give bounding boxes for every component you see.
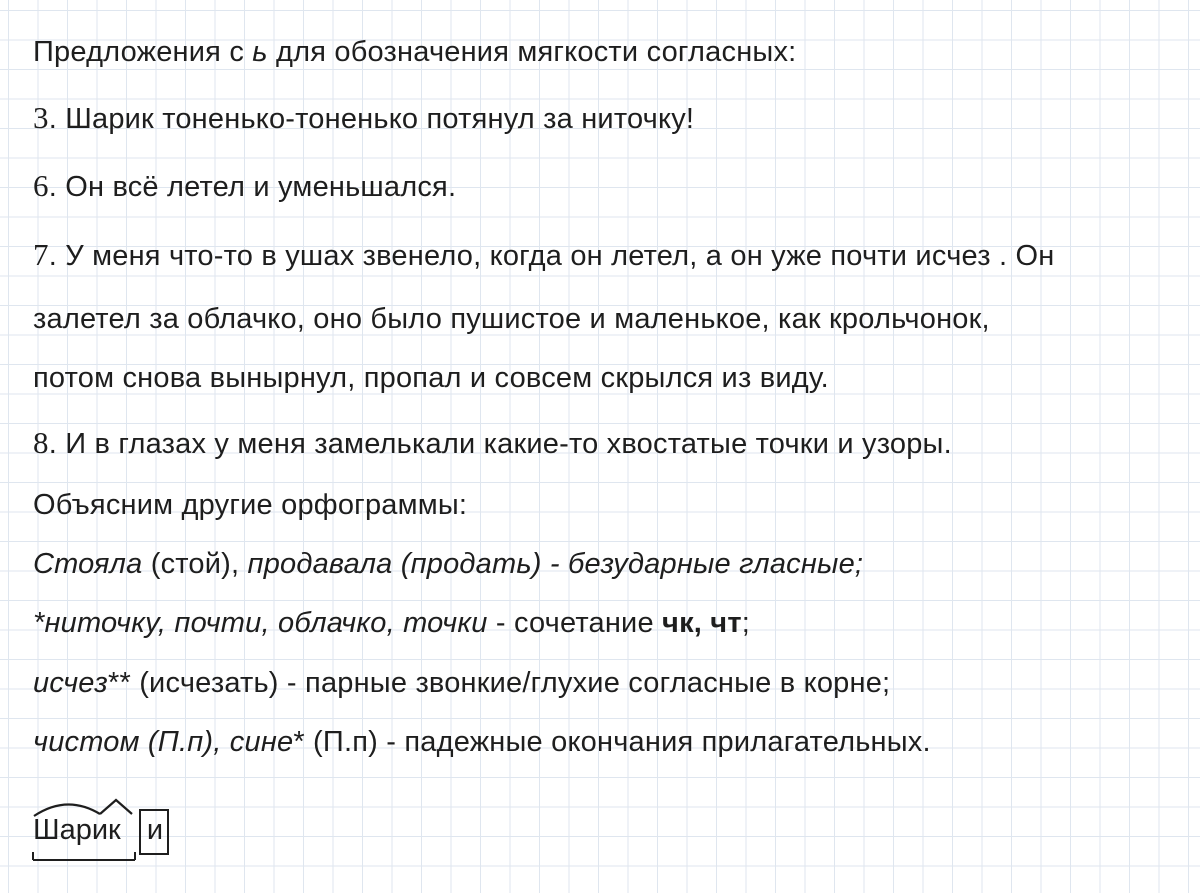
sentence-text: . Он всё летел и уменьшался. [48,171,457,203]
rule-text: (стой), [142,548,248,580]
heading-text-before: Предложения с [33,36,253,68]
rule-unstressed-vowels [33,546,863,582]
sentence-number: 8 [33,425,49,460]
sentence-number: 6 [33,168,49,203]
sentence-number: 7 [33,237,49,272]
sentence-text: . У меня что-то в ушах звенело, когда он летел, а он уже почти исчез . Он [48,240,1055,272]
soft-sign-letter: ь [252,36,268,68]
rule-word: продавала (продать) - безударные гласные; [247,548,864,580]
rule-text: - сочетание [487,607,663,639]
heading-line [33,34,796,70]
rule-text: * (П.п) - падежные окончания прилагательных. [293,726,931,758]
word-analysis [30,796,180,866]
rule-paired-consonants [33,665,890,701]
sentence-text: . И в глазах у меня замелькали какие-то хвостатые точки и узоры. [48,428,952,460]
sentence-7-line-3 [33,360,829,396]
sentence-7-line-2 [33,301,990,337]
sentence-text: залетел за облачко, оно было пушистое и маленькое, как крольчонок, [33,303,990,335]
sentence-text: потом снова вынырнул, пропал и совсем скрылся из виду. [33,362,829,394]
rule-text: ; [741,607,751,639]
rule-adjective-endings [33,724,931,760]
ending-text: и [146,814,164,846]
rule-bold-text: чк, чт [662,607,742,639]
rule-word: чистом (П.п), сине [33,726,294,758]
rule-text: ** (исчезать) - парные звонкие/глухие согласные в корне; [107,667,891,699]
heading-text-after: для обозначения мягкости согласных: [267,36,797,68]
sentence-3 [33,100,694,137]
sentence-number: 3 [33,100,49,135]
other-heading-text: Объясним другие орфограммы: [33,489,468,521]
rule-word: Стояла [33,548,143,580]
rule-word: исчез [33,667,108,699]
sentence-text: . Шарик тоненько-тоненько потянул за ниточку! [48,103,695,135]
sentence-8 [33,425,952,462]
sentence-6 [33,168,456,205]
other-heading [33,487,467,523]
stem-text: Шарик [33,814,121,846]
rule-word: *ниточку, почти, облачко, точки [33,607,488,639]
sentence-7 [33,237,1054,274]
rule-chk-cht [33,605,750,641]
